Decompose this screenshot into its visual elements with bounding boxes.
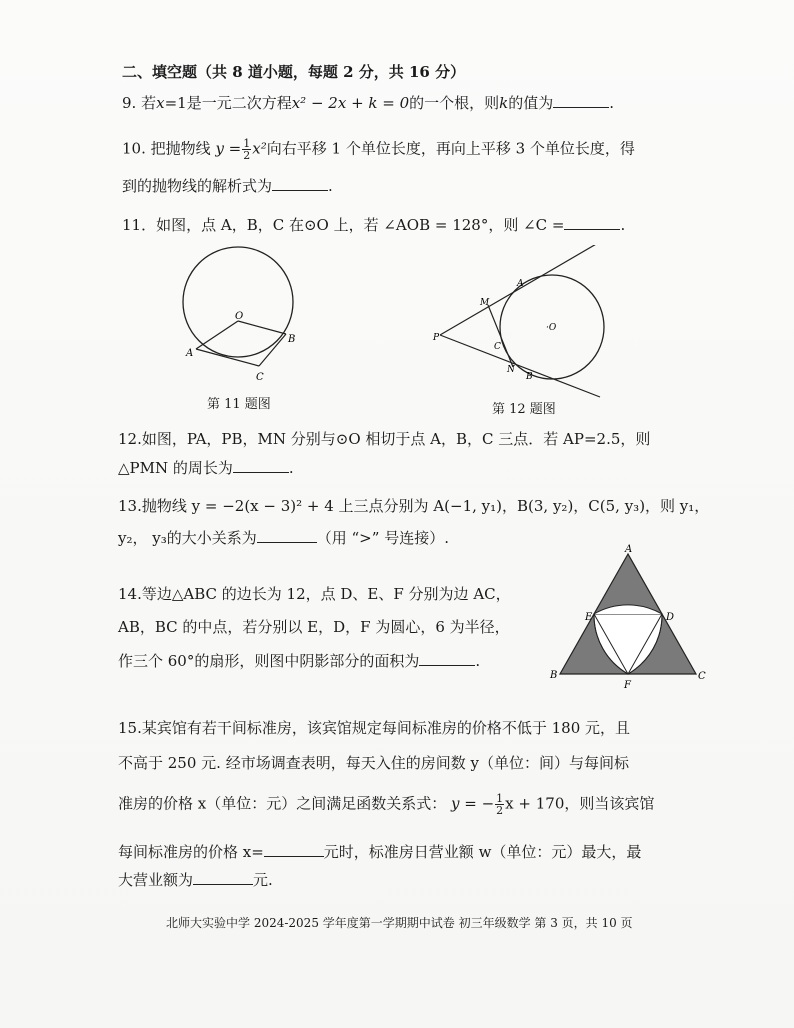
q9-equation: x² − 2x + k = 0 bbox=[291, 94, 410, 112]
question-15-line3: 准房的价格 x（单位：元）之间满足函数关系式： y = − $\frac{1}{2}$ x + 170，则当该宾馆 bbox=[118, 792, 655, 817]
question-13: 13.抛物线 y = −2(x − 3)² + 4 上三点分别为 A(−1, y₁)，B(3, y₂)，C(5, y₃)，则 y₁， bbox=[118, 497, 710, 515]
question-12: 12.如图，PA，PB，MN 分别与⊙O 相切于点 A，B，C 三点．若 AP=2.5，则 bbox=[118, 430, 651, 448]
fig11-label-A: A bbox=[186, 348, 194, 359]
q14-number: 14. bbox=[118, 585, 142, 603]
question-9: 9. 若x=1是一元二次方程x² − 2x + k = 0的一个根，则k的值为 . bbox=[122, 94, 615, 112]
fig12-tangent-PB bbox=[440, 335, 600, 397]
fig11-segment-OB bbox=[238, 321, 286, 334]
question-15-line2: 不高于 250 元. 经市场调查表明，每天入住的房间数 y（单位：间）与每间标 bbox=[118, 754, 629, 772]
question-14-line2: AB，BC 的中点，若分别以 E，D，F 为圆心，6 为半径， bbox=[118, 618, 510, 636]
figure-14 bbox=[548, 542, 708, 690]
fig12-label-B: B bbox=[526, 372, 533, 382]
fig11-caption: 第 11 题图 bbox=[207, 397, 271, 412]
fig12-tangent-MN bbox=[488, 305, 513, 367]
q11-number: 11． bbox=[122, 216, 157, 234]
fig12-label-M: M bbox=[480, 298, 490, 308]
question-14-line3: 作三个 60°的扇形，则图中阴影部分的面积为 . bbox=[118, 652, 481, 670]
fig12-label-N: N bbox=[507, 365, 515, 375]
question-15-line5: 大营业额为 元. bbox=[118, 871, 273, 889]
q10-answer-blank[interactable] bbox=[272, 176, 328, 191]
fig11-circle bbox=[183, 247, 296, 357]
fig14-label-F: F bbox=[624, 680, 631, 690]
q9-answer-blank[interactable] bbox=[553, 93, 609, 108]
q15-number: 15. bbox=[118, 719, 142, 737]
q12-answer-blank[interactable] bbox=[233, 458, 289, 473]
fig12-label-O: ·O bbox=[546, 323, 557, 333]
fig11-label-C: C bbox=[256, 372, 264, 383]
page-footer: 北师大实验中学 2024-2025 学年度第一学期期中试卷 初三年级数学 第 3 页，共 10 页 bbox=[166, 916, 633, 930]
figure-11 bbox=[175, 238, 305, 388]
q14-answer-blank[interactable] bbox=[419, 651, 475, 666]
question-15-line4: 每间标准房的价格 x= 元时，标准房日营业额 w（单位：元）最大，最 bbox=[118, 843, 642, 861]
fig12-label-C: C bbox=[494, 342, 501, 352]
q15-fraction: $\frac{1}{2}$ bbox=[496, 792, 504, 817]
fig14-label-B: B bbox=[550, 670, 558, 681]
q9-number: 9. bbox=[122, 94, 137, 112]
q15-revenue-blank[interactable] bbox=[193, 870, 253, 885]
question-13-line2: y₂， y₃的大小关系为 （用 “>” 号连接）. bbox=[118, 529, 449, 547]
question-15: 15.某宾馆有若干间标准房，该宾馆规定每间标准房的价格不低于 180 元，且 bbox=[118, 719, 631, 737]
figure-12 bbox=[430, 245, 610, 405]
question-10: 10. 把抛物线 y = $\frac{1}{2}$ x²向右平移 1 个单位长度，再向上平移 3 个单位长度，得 bbox=[122, 137, 635, 162]
fig11-segment-BC bbox=[259, 334, 286, 366]
fig11-segment-OA bbox=[196, 321, 238, 349]
fig14-label-E: E bbox=[585, 612, 593, 623]
q10-number: 10. bbox=[122, 139, 146, 158]
fig11-label-O: O bbox=[235, 311, 244, 322]
section-title: 二、填空题（共 8 道小题，每题 2 分，共 16 分） bbox=[122, 63, 466, 81]
fig12-tangent-PA bbox=[440, 245, 598, 335]
fig11-label-B: B bbox=[288, 334, 296, 345]
q13-answer-blank[interactable] bbox=[257, 528, 317, 543]
question-14: 14.等边△ABC 的边长为 12，点 D、E、F 分别为边 AC， bbox=[118, 585, 511, 603]
question-12-line2: △PMN 的周长为 . bbox=[118, 459, 294, 477]
fig12-caption: 第 12 题图 bbox=[492, 402, 556, 417]
q13-number: 13. bbox=[118, 497, 142, 515]
fig12-label-P: P bbox=[433, 333, 440, 343]
q11-answer-blank[interactable] bbox=[564, 215, 620, 230]
fig14-label-D: D bbox=[666, 612, 675, 623]
fig14-label-A: A bbox=[625, 544, 633, 555]
fig11-segment-AC bbox=[196, 349, 259, 366]
question-10-line2: 到的抛物线的解析式为 . bbox=[122, 177, 333, 195]
fig12-label-A: A bbox=[517, 279, 524, 289]
q10-fraction: $\frac{1}{2}$ bbox=[243, 137, 251, 162]
question-11: 11．如图，点 A，B，C 在⊙O 上，若 ∠AOB = 128°，则 ∠C = . bbox=[122, 216, 626, 234]
q15-price-blank[interactable] bbox=[264, 842, 324, 857]
fig14-label-C: C bbox=[698, 671, 706, 682]
q12-number: 12. bbox=[118, 430, 142, 448]
